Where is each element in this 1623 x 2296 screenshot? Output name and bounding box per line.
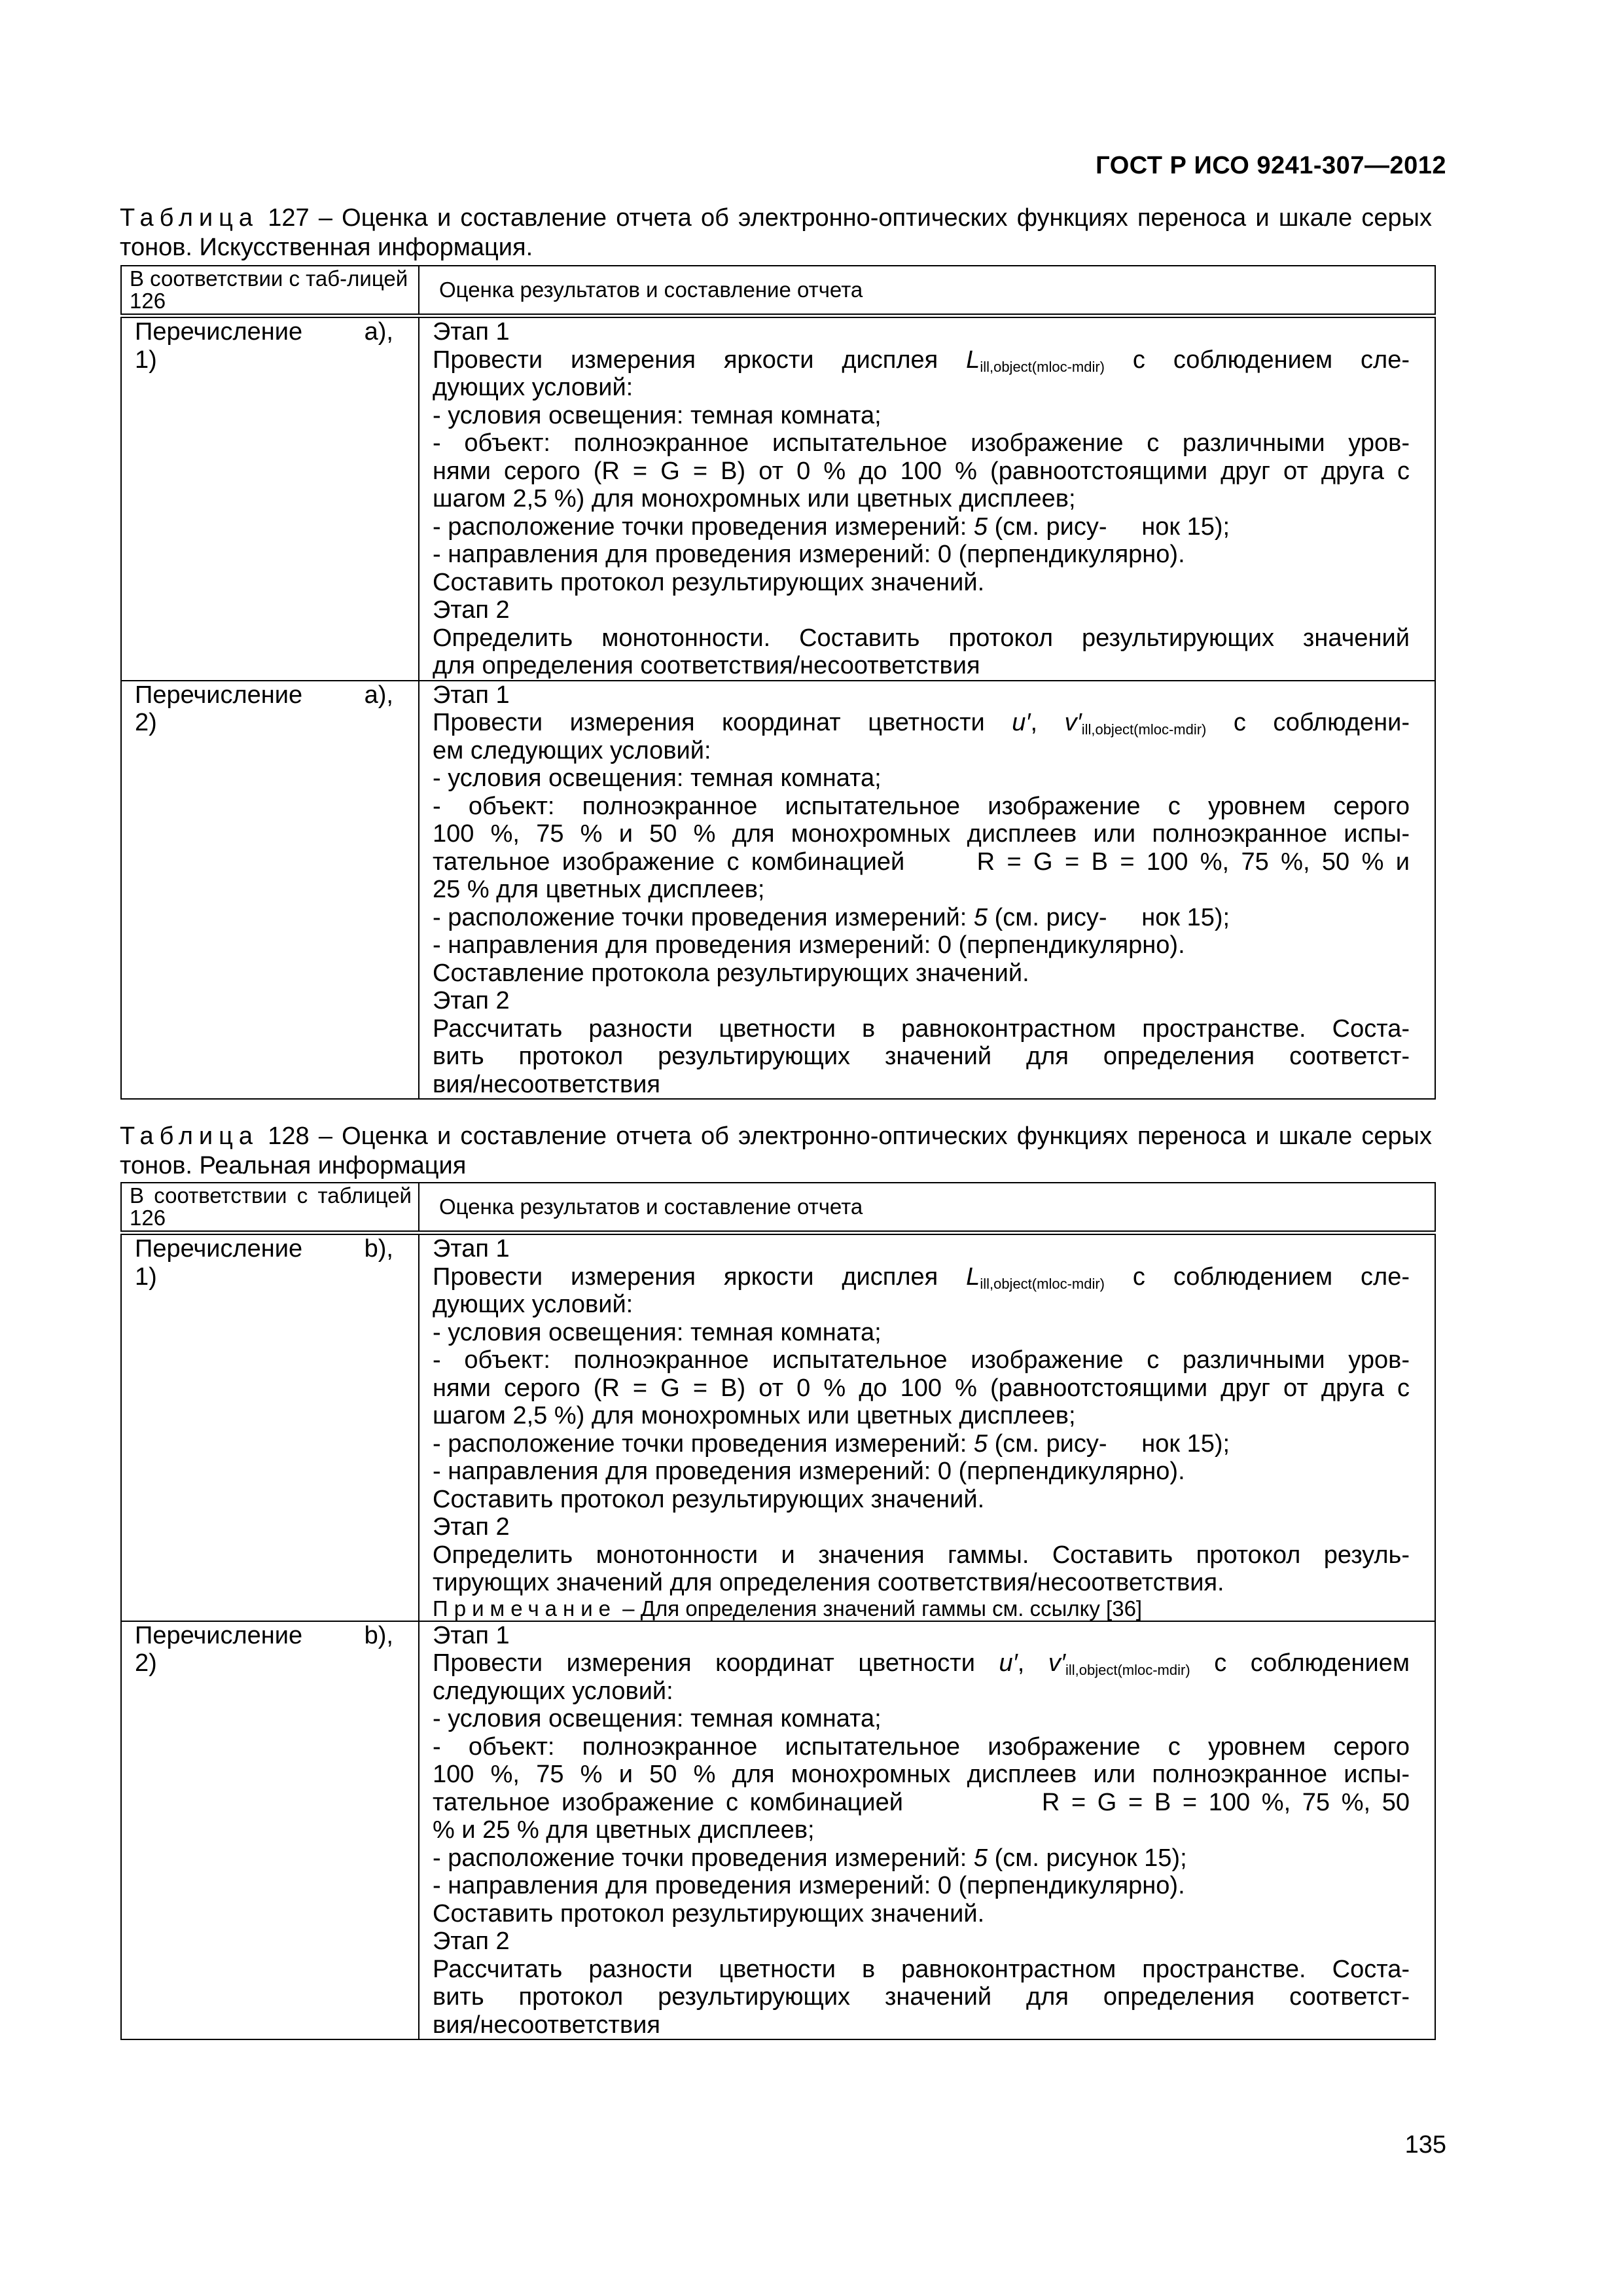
evaluation-text: тирующих значений для определения соответствия/несоответствия. — [433, 1569, 1224, 1596]
condition-location: - расположение точки проведения измерений: 5 (см. рису- нок 15); — [433, 903, 1230, 931]
report-instruction: Составление протокола результирующих значений. — [433, 959, 1029, 987]
row-reference — [121, 1233, 419, 1621]
stage-2-label: Этап 2 — [433, 596, 510, 624]
stage-1-label: Этап 1 — [433, 1621, 510, 1649]
row-reference — [121, 681, 419, 1100]
condition-object: нями серого (R = G = B) от 0 % до 100 % (равноотстоящими друг от друга с — [433, 1374, 1410, 1402]
table-note: Примечание – Для определения значений гаммы см. ссылку [36] — [433, 1596, 1143, 1621]
table-128 — [120, 1182, 1436, 2040]
measurement-text-end: дующих условий: — [433, 374, 633, 401]
table-128-caption — [120, 1122, 1432, 1181]
condition-object: % и 25 % для цветных дисплеев; — [433, 1816, 815, 1844]
measurement-text-end: дующих условий: — [433, 1291, 633, 1318]
evaluation-text: вия/несоответствия — [433, 2011, 660, 2039]
measurement-text: Провести измерения координат цветности u′, $v'_{ill,object(mloc-mdir)}$ с соблюдени- — [433, 709, 1410, 738]
evaluation-text: Определить монотонности. Составить протокол результирующих значений — [433, 624, 1410, 652]
table-127-caption — [120, 204, 1432, 262]
row-evaluation — [419, 316, 1435, 681]
condition-object: шагом 2,5 %) для монохромных или цветных дисплеев; — [433, 1402, 1076, 1429]
condition-lighting: - условия освещения: темная комната; — [433, 401, 882, 429]
table-row — [121, 1233, 1435, 1621]
report-instruction: Составить протокол результирующих значений. — [433, 1899, 985, 1928]
condition-object: - объект: полноэкранное испытательное изображение с различными уров- — [433, 429, 1410, 457]
table-row — [121, 1621, 1435, 2040]
row-evaluation — [419, 1233, 1435, 1621]
condition-direction: - направления для проведения измерений: 0 (перпендикулярно). — [433, 1872, 1185, 1899]
condition-lighting: - условия освещения: темная комната; — [433, 1705, 882, 1732]
condition-object: тательное изображение с комбинацией R = G = B = 100 %, 75 %, 50 % и — [433, 848, 1410, 876]
ref-number: 2) — [135, 1649, 157, 1677]
header-col-evaluation: Оценка результатов и составление отчета — [419, 1183, 1435, 1233]
condition-location: - расположение точки проведения измерений: 5 (см. рису- нок 15); — [433, 1429, 1230, 1458]
stage-1-label: Этап 1 — [433, 681, 510, 709]
condition-lighting: - условия освещения: темная комната; — [433, 1318, 882, 1346]
ref-word: Перечисление — [135, 1235, 303, 1263]
condition-object: шагом 2,5 %) для монохромных или цветных дисплеев; — [433, 485, 1076, 512]
condition-direction: - направления для проведения измерений: 0 (перпендикулярно). — [433, 931, 1185, 959]
ref-number: 2) — [135, 709, 157, 736]
row-evaluation — [419, 681, 1435, 1100]
report-instruction: Составить протокол результирующих значений. — [433, 1485, 985, 1513]
document-designation: ГОСТ Р ИСО 9241-307—2012 — [1096, 152, 1446, 179]
ref-letter: b), — [364, 1235, 393, 1263]
table-row — [121, 316, 1435, 681]
page-number: 135 — [1404, 2131, 1446, 2159]
evaluation-text: вить протокол результирующих значений для определения соответст- — [433, 1043, 1410, 1070]
header-col-reference: В соответствии с таб-лицей 126 — [121, 266, 419, 316]
condition-object: - объект: полноэкранное испытательное изображение с уровнем серого — [433, 792, 1410, 820]
caption-text: 127 – Оценка и составление отчета об электронно-оптических функциях переноса и шкале серых тонов. Искусственная информация. — [120, 204, 1432, 261]
row-reference — [121, 316, 419, 681]
condition-direction: - направления для проведения измерений: 0 (перпендикулярно). — [433, 541, 1185, 568]
header-col-evaluation: Оценка результатов и составление отчета — [419, 266, 1435, 316]
condition-location: - расположение точки проведения измерений: 5 (см. рисунок 15); — [433, 1844, 1187, 1872]
stage-2-label: Этап 2 — [433, 1928, 510, 1955]
ref-letter: a), — [364, 681, 393, 709]
report-instruction: Составить протокол результирующих значений. — [433, 568, 985, 596]
evaluation-text: вия/несоответствия — [433, 1070, 660, 1098]
ref-letter: a), — [364, 318, 393, 346]
stage-2-label: Этап 2 — [433, 987, 510, 1014]
stage-1-label: Этап 1 — [433, 1235, 510, 1263]
condition-object: 25 % для цветных дисплеев; — [433, 876, 765, 903]
ref-word: Перечисление — [135, 1621, 303, 1649]
ref-word: Перечисление — [135, 681, 303, 709]
stage-1-label: Этап 1 — [433, 318, 510, 346]
condition-object: 100 %, 75 % и 50 % для монохромных дисплеев или полноэкранное испы- — [433, 820, 1410, 848]
measurement-text-end: ем следующих условий: — [433, 736, 711, 764]
measurement-text: Провести измерения координат цветности u′, $v'_{ill,object(mloc-mdir)}$ с соблюдением — [433, 1649, 1410, 1678]
condition-object: - объект: полноэкранное испытательное изображение с различными уров- — [433, 1346, 1410, 1374]
row-evaluation — [419, 1621, 1435, 2040]
condition-location: - расположение точки проведения измерений: 5 (см. рису- нок 15); — [433, 512, 1230, 541]
evaluation-text: Определить монотонности и значения гаммы. Составить протокол резуль- — [433, 1541, 1410, 1569]
caption-text: 128 – Оценка и составление отчета об электронно-оптических функциях переноса и шкале серых тонов. Реальная информация — [120, 1122, 1432, 1179]
caption-word: Таблица — [120, 204, 259, 232]
ref-number: 1) — [135, 346, 157, 374]
table-header-row — [121, 266, 1435, 316]
measurement-text-end: следующих условий: — [433, 1677, 673, 1705]
condition-object: тательное изображение с комбинацией R = G = B = 100 %, 75 %, 50 — [433, 1788, 1410, 1816]
ref-number: 1) — [135, 1263, 157, 1291]
table-127 — [120, 265, 1436, 1100]
condition-object: 100 %, 75 % и 50 % для монохромных дисплеев или полноэкранное испы- — [433, 1761, 1410, 1788]
condition-object: нями серого (R = G = B) от 0 % до 100 % (равноотстоящими друг от друга с — [433, 457, 1410, 485]
measurement-text: Провести измерения яркости дисплея $L_{ill,object(mloc-mdir)}$ с соблюдением сле- — [433, 1263, 1410, 1292]
condition-lighting: - условия освещения: темная комната; — [433, 764, 882, 792]
evaluation-text: Рассчитать разности цветности в равноконтрастном пространстве. Соста- — [433, 1955, 1410, 1983]
stage-2-label: Этап 2 — [433, 1513, 510, 1541]
header-col-reference: В соответствии с таблицей 126 — [121, 1183, 419, 1233]
condition-direction: - направления для проведения измерений: 0 (перпендикулярно). — [433, 1458, 1185, 1485]
ref-word: Перечисление — [135, 318, 303, 346]
ref-letter: b), — [364, 1621, 393, 1649]
table-row — [121, 681, 1435, 1100]
caption-word: Таблица — [120, 1122, 259, 1150]
evaluation-text: вить протокол результирующих значений для определения соответст- — [433, 1983, 1410, 2011]
measurement-text: Провести измерения яркости дисплея $L_{ill,object(mloc-mdir)}$ с соблюдением сле- — [433, 346, 1410, 375]
evaluation-text: для определения соответствия/несоответствия — [433, 652, 980, 679]
evaluation-text: Рассчитать разности цветности в равноконтрастном пространстве. Соста- — [433, 1014, 1410, 1043]
row-reference — [121, 1621, 419, 2040]
condition-object: - объект: полноэкранное испытательное изображение с уровнем серого — [433, 1732, 1410, 1761]
table-header-row — [121, 1183, 1435, 1233]
